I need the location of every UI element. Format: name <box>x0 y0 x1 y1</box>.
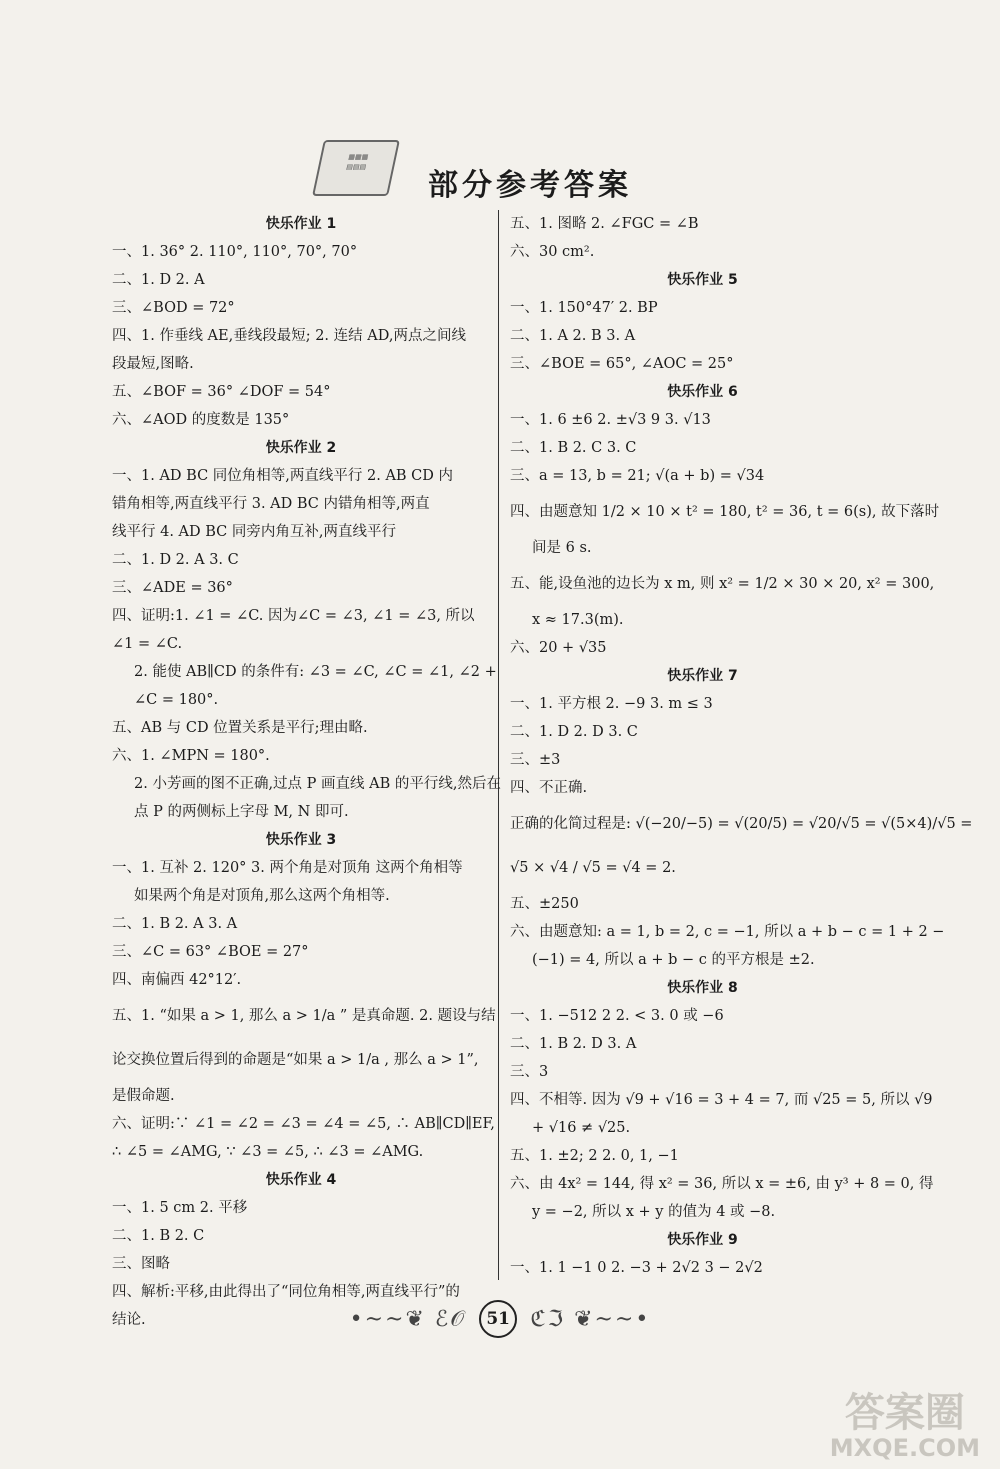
answer-line: 点 P 的两侧标上字母 M, N 即可. <box>134 804 349 820</box>
section-heading: 快乐作业 2 <box>265 440 337 456</box>
answer-line: 五、1. ±2; 2 2. 0, 1, −1 <box>510 1148 679 1164</box>
answer-line: 六、20 + √35 <box>510 640 607 656</box>
watermark <box>830 1391 980 1461</box>
answer-line: 2. 能使 AB∥CD 的条件有: ∠3 = ∠C, ∠C = ∠1, ∠2 + <box>134 664 497 680</box>
section-heading: 快乐作业 7 <box>667 668 738 684</box>
page-number: 51 <box>479 1300 517 1338</box>
answer-line: 四、不相等. 因为 √9 + √16 = 3 + 4 = 7, 而 √25 = 5, 所以 √9 <box>510 1092 933 1108</box>
answer-line: 结论. <box>112 1312 146 1328</box>
answer-line: 六、1. ∠MPN = 180°. <box>112 748 270 764</box>
section-heading: 快乐作业 1 <box>265 216 337 232</box>
answer-line: 二、1. A 2. B 3. A <box>510 328 636 344</box>
answer-line: 五、∠BOF = 36° ∠DOF = 54° <box>112 384 331 400</box>
answer-line: 三、∠C = 63° ∠BOE = 27° <box>112 944 309 960</box>
answer-line: 线平行 4. AD BC 同旁内角互补,两直线平行 <box>112 524 396 540</box>
left-ornament-icon: •~~❦ ℰ𝒪 <box>349 1306 467 1332</box>
answer-line: 一、1. 互补 2. 120° 3. 两个角是对顶角 这两个角相等 <box>112 860 463 876</box>
answer-line: 三、a = 13, b = 21; √(a + b) = √34 <box>510 468 765 484</box>
answer-line: 六、由题意知: a = 1, b = 2, c = −1, 所以 a + b − c = 1 + 2 − <box>510 924 945 940</box>
answer-line: 二、1. B 2. C <box>112 1228 205 1244</box>
answer-line: 二、1. D 2. A 3. C <box>112 552 239 568</box>
page-footer <box>0 1300 1000 1338</box>
answer-line: 四、不正确. <box>510 780 588 796</box>
answer-line: 二、1. B 2. D 3. A <box>510 1036 637 1052</box>
section-heading: 快乐作业 6 <box>667 384 738 400</box>
answer-line: 六、证明:∵ ∠1 = ∠2 = ∠3 = ∠4 = ∠5, ∴ AB∥CD∥EF, <box>112 1116 495 1132</box>
section-heading: 快乐作业 4 <box>265 1172 337 1188</box>
right-column <box>510 210 973 1282</box>
answer-line: 一、1. 5 cm 2. 平移 <box>112 1200 248 1216</box>
answer-line: 三、图略 <box>112 1256 170 1272</box>
answer-line: 间是 6 s. <box>532 540 592 556</box>
answer-line: 五、±250 <box>510 896 579 912</box>
answer-line: (−1) = 4, 所以 a + b − c 的平方根是 ±2. <box>532 952 815 968</box>
answer-line: x ≈ 17.3(m). <box>532 612 624 628</box>
answer-line: 四、证明:1. ∠1 = ∠C. 因为∠C = ∠3, ∠1 = ∠3, 所以 <box>112 608 475 624</box>
answer-line: 一、1. 平方根 2. −9 3. m ≤ 3 <box>510 696 713 712</box>
answer-line: 三、∠BOD = 72° <box>112 300 235 316</box>
answer-line: √5 × √4 / √5 = √4 = 2. <box>510 860 676 876</box>
answer-line: ∠C = 180°. <box>134 692 219 708</box>
answer-line: 段最短,图略. <box>112 356 194 372</box>
answer-line: 六、30 cm². <box>510 244 595 260</box>
answer-line: 五、1. 图略 2. ∠FGC = ∠B <box>510 216 699 232</box>
answer-line: 二、1. D 2. A <box>112 272 205 288</box>
watermark-url: MXQE.COM <box>829 1433 980 1462</box>
answer-line: 如果两个角是对顶角,那么这两个角相等. <box>134 888 390 904</box>
answer-line: 一、1. 1 −1 0 2. −3 + 2√2 3 − 2√2 <box>510 1260 763 1276</box>
answer-line: ∠1 = ∠C. <box>112 636 183 652</box>
answer-line: 二、1. B 2. A 3. A <box>112 916 238 932</box>
answer-line: 一、1. 36° 2. 110°, 110°, 70°, 70° <box>112 244 358 260</box>
answer-line: 一、1. −512 2 2. < 3. 0 或 −6 <box>510 1008 724 1024</box>
answer-line: 四、南偏西 42°12′. <box>112 972 242 988</box>
answer-line: 五、AB 与 CD 位置关系是平行;理由略. <box>112 720 368 736</box>
answer-line: 一、1. AD BC 同位角相等,两直线平行 2. AB CD 内 <box>112 468 454 484</box>
section-heading: 快乐作业 8 <box>667 980 738 996</box>
section-heading: 快乐作业 5 <box>667 272 738 288</box>
answer-line: 一、1. 150°47′ 2. BP <box>510 300 658 316</box>
answer-line: 论交换位置后得到的命题是“如果 a > 1/a , 那么 a > 1”, <box>112 1052 479 1068</box>
right-ornament-icon: ℭℑ ❦~~• <box>530 1306 651 1332</box>
answer-line: 三、∠BOE = 65°, ∠AOC = 25° <box>510 356 734 372</box>
answer-line: ∴ ∠5 = ∠AMG, ∵ ∠3 = ∠5, ∴ ∠3 = ∠AMG. <box>112 1144 424 1160</box>
page-title: 部分参考答案 <box>428 168 632 203</box>
answer-line: + √16 ≠ √25. <box>532 1120 631 1136</box>
answer-line: 三、3 <box>510 1064 549 1080</box>
answer-line: y = −2, 所以 x + y 的值为 4 或 −8. <box>532 1204 776 1220</box>
answer-line: 五、能,设鱼池的边长为 x m, 则 x² = 1/2 × 30 × 20, x² = 300, <box>510 576 935 592</box>
answer-line: 四、1. 作垂线 AE,垂线段最短; 2. 连结 AD,两点之间线 <box>112 328 466 344</box>
answer-line: 正确的化简过程是: √(−20/−5) = √(20/5) = √20/√5 = √(5×4)/√5 = <box>510 816 973 832</box>
watermark-text: 答案圈 <box>844 1389 965 1436</box>
answer-line: 五、1. “如果 a > 1, 那么 a > 1/a ” 是真命题. 2. 题设与结 <box>112 1008 496 1024</box>
answer-line: 六、∠AOD 的度数是 135° <box>112 412 290 428</box>
answer-line: 错角相等,两直线平行 3. AD BC 内错角相等,两直 <box>112 496 430 512</box>
answer-line: 四、解析:平移,由此得出了“同位角相等,两直线平行”的 <box>112 1284 460 1300</box>
answer-line: 2. 小芳画的图不正确,过点 P 画直线 AB 的平行线,然后在 <box>134 776 501 792</box>
answer-line: 三、±3 <box>510 752 561 768</box>
answer-line: 三、∠ADE = 36° <box>112 580 233 596</box>
answer-line: 六、由 4x² = 144, 得 x² = 36, 所以 x = ±6, 由 y³ + 8 = 0, 得 <box>510 1176 934 1192</box>
answer-line: 是假命题. <box>112 1088 175 1104</box>
answer-line: 一、1. 6 ±6 2. ±√3 9 3. √13 <box>510 412 711 428</box>
answer-line: 二、1. D 2. D 3. C <box>510 724 638 740</box>
section-heading: 快乐作业 3 <box>265 832 337 848</box>
answer-line: 四、由题意知 1/2 × 10 × t² = 180, t² = 36, t = 6(s), 故下落时 <box>510 504 940 520</box>
section-heading: 快乐作业 9 <box>667 1232 738 1248</box>
answer-line: 二、1. B 2. C 3. C <box>510 440 637 456</box>
column-divider <box>498 210 499 1280</box>
book-logo-icon: ▦▦▦ ▤▤▤ <box>312 140 400 196</box>
